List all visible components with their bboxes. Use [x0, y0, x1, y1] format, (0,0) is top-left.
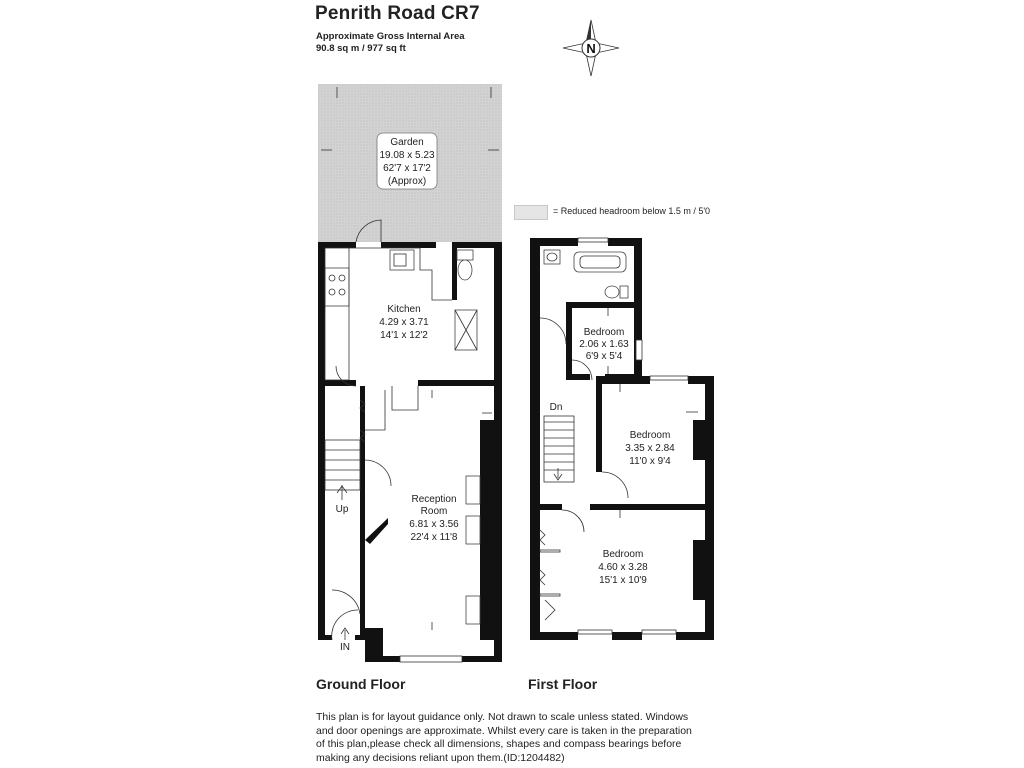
room-label-bedroom-small: [579, 327, 629, 362]
svg-text:Room: Room: [420, 506, 448, 517]
svg-text:11'0 x 9'4: 11'0 x 9'4: [629, 456, 671, 467]
room-label-reception: [409, 494, 459, 543]
stairs-up-label: Up: [335, 504, 349, 515]
svg-text:15'1 x 10'9: 15'1 x 10'9: [599, 575, 647, 586]
ground-floor-fixtures: [325, 220, 492, 662]
svg-text:Garden: Garden: [390, 137, 424, 148]
svg-text:Bedroom: Bedroom: [583, 327, 625, 338]
svg-text:(Approx): (Approx): [387, 176, 427, 187]
legend-text: = Reduced headroom below 1.5 m / 5'0: [553, 206, 711, 216]
page-title: Penrith Road CR7: [315, 3, 480, 24]
room-label-kitchen: [379, 304, 429, 341]
svg-text:3.35 x 2.84: 3.35 x 2.84: [625, 443, 675, 454]
area-value: 90.8 sq m / 977 sq ft: [316, 43, 406, 54]
ground-floor-label: Ground Floor: [316, 676, 406, 692]
svg-text:2.06 x 1.63: 2.06 x 1.63: [579, 339, 629, 350]
svg-text:Bedroom: Bedroom: [602, 549, 644, 560]
disclaimer-text: This plan is for layout guidance only. Not drawn to scale unless stated. Windows and door openings are approximate. Whilst every care is taken in the preparation of this plan,please check all dimensions, shapes and compass bearings before making any decisions reliant upon them.(ID:1204482): [316, 711, 692, 764]
room-label-bedroom-mid: [625, 430, 675, 467]
svg-text:14'1 x 12'2: 14'1 x 12'2: [380, 330, 428, 341]
svg-text:19.08 x 5.23: 19.08 x 5.23: [379, 150, 435, 161]
svg-text:4.29 x 3.71: 4.29 x 3.71: [379, 317, 429, 328]
compass-letter: N: [586, 41, 596, 56]
svg-text:6.81 x 3.56: 6.81 x 3.56: [409, 519, 459, 530]
svg-text:62'7 x 17'2: 62'7 x 17'2: [383, 163, 431, 174]
area-label: Approximate Gross Internal Area: [316, 31, 465, 42]
svg-text:Reception: Reception: [411, 494, 457, 505]
first-floor-label: First Floor: [528, 676, 598, 692]
svg-text:6'9 x 5'4: 6'9 x 5'4: [585, 351, 623, 362]
svg-text:22'4 x 11'8: 22'4 x 11'8: [410, 532, 458, 543]
svg-text:Bedroom: Bedroom: [629, 430, 671, 441]
entrance-label: IN: [340, 642, 350, 653]
stairs-down-label: Dn: [549, 402, 563, 413]
svg-text:Kitchen: Kitchen: [387, 304, 421, 315]
svg-text:4.60 x 3.28: 4.60 x 3.28: [598, 562, 648, 573]
compass-rose-icon: [563, 20, 619, 76]
room-label-bedroom-large: [598, 549, 648, 586]
